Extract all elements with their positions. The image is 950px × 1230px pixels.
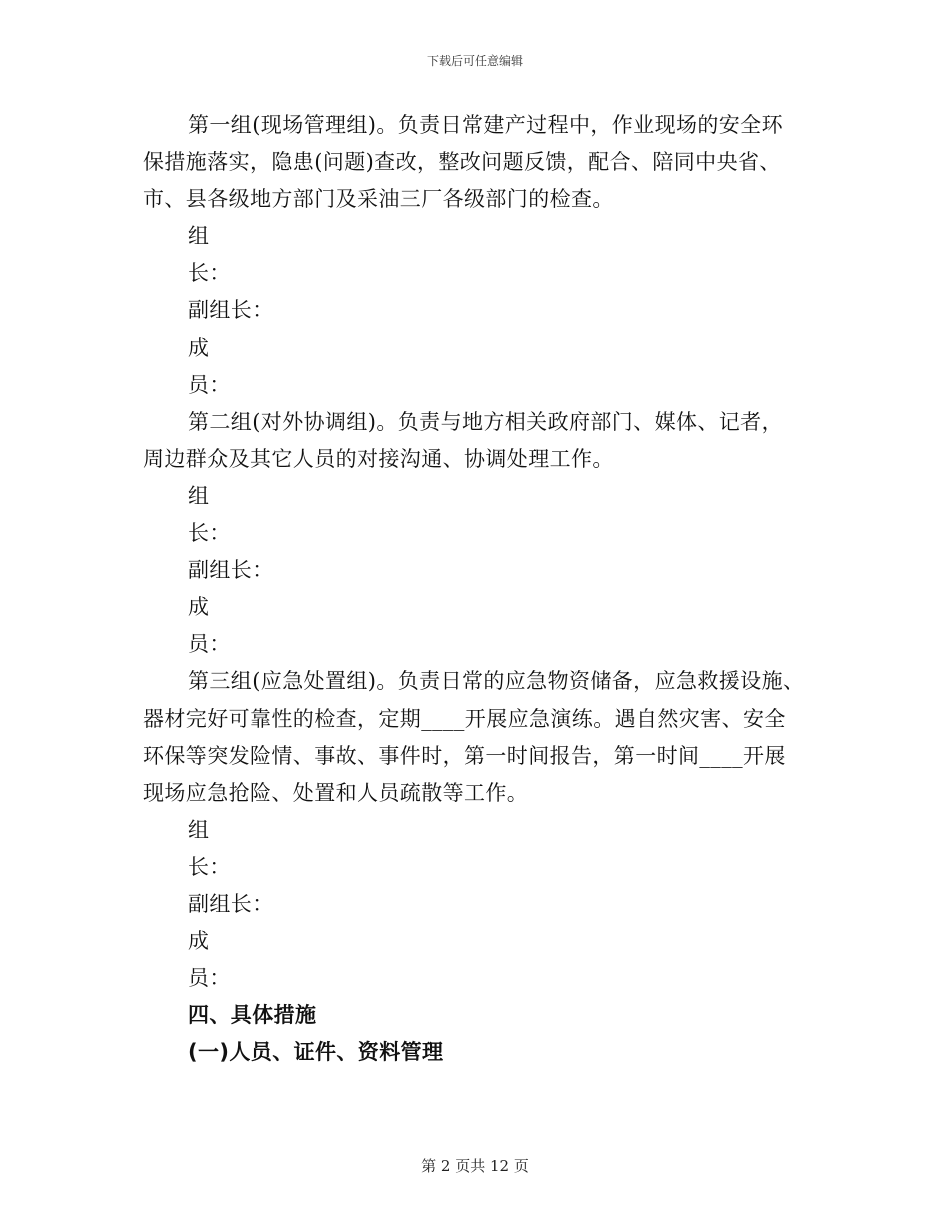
text-line: 长： (188, 261, 231, 286)
text-line: 周边群众及其它人员的对接沟通、协调处理工作。 (143, 446, 614, 471)
text-line: 副组长： (188, 298, 274, 323)
text-line: 长： (188, 854, 231, 879)
text-line: 第三组(应急处置组)。负责日常的应急物资储备，应急救援设施、 (188, 669, 805, 694)
text-line: 组 (188, 483, 210, 508)
text-line: 第一组(现场管理组)。负责日常建产过程中，作业现场的安全环 (188, 113, 783, 137)
text-line: 成 (188, 595, 210, 620)
text-line: 环保等突发险情、事故、事件时，第一时间报告，第一时间____开展 (143, 743, 786, 768)
text-line: 成 (188, 335, 210, 360)
text-line: 员： (188, 632, 231, 657)
text-line: 现场应急抢险、处置和人员疏散等工作。 (143, 780, 529, 805)
text-line: 第二组(对外协调组)。负责与地方相关政府部门、媒体、记者， (188, 409, 783, 434)
text-line: 器材完好可靠性的检查，定期____开展应急演练。遇自然灾害、安全 (143, 706, 786, 731)
text-line: 组 (188, 224, 210, 249)
text-line: 员： (188, 372, 231, 397)
section-heading: 四、具体措施 (188, 1003, 317, 1028)
text-line: 长： (188, 521, 231, 546)
text-line: 保措施落实，隐患(问题)查改，整改问题反馈，配合、陪同中央省、 (143, 150, 781, 175)
text-line: 组 (188, 817, 210, 842)
text-line: 市、县各级地方部门及采油三厂各级部门的检查。 (143, 187, 614, 212)
page-header: 下载后可任意编辑 (426, 54, 523, 68)
text-line: 副组长： (188, 558, 274, 583)
page-footer: 第 2 页共 12 页 (421, 1157, 529, 1175)
document-body (143, 107, 823, 1071)
text-line: 员： (188, 966, 231, 991)
text-line: 副组长： (188, 891, 274, 916)
section-heading: (一)人员、证件、资料管理 (188, 1040, 444, 1065)
text-line: 成 (188, 929, 210, 954)
